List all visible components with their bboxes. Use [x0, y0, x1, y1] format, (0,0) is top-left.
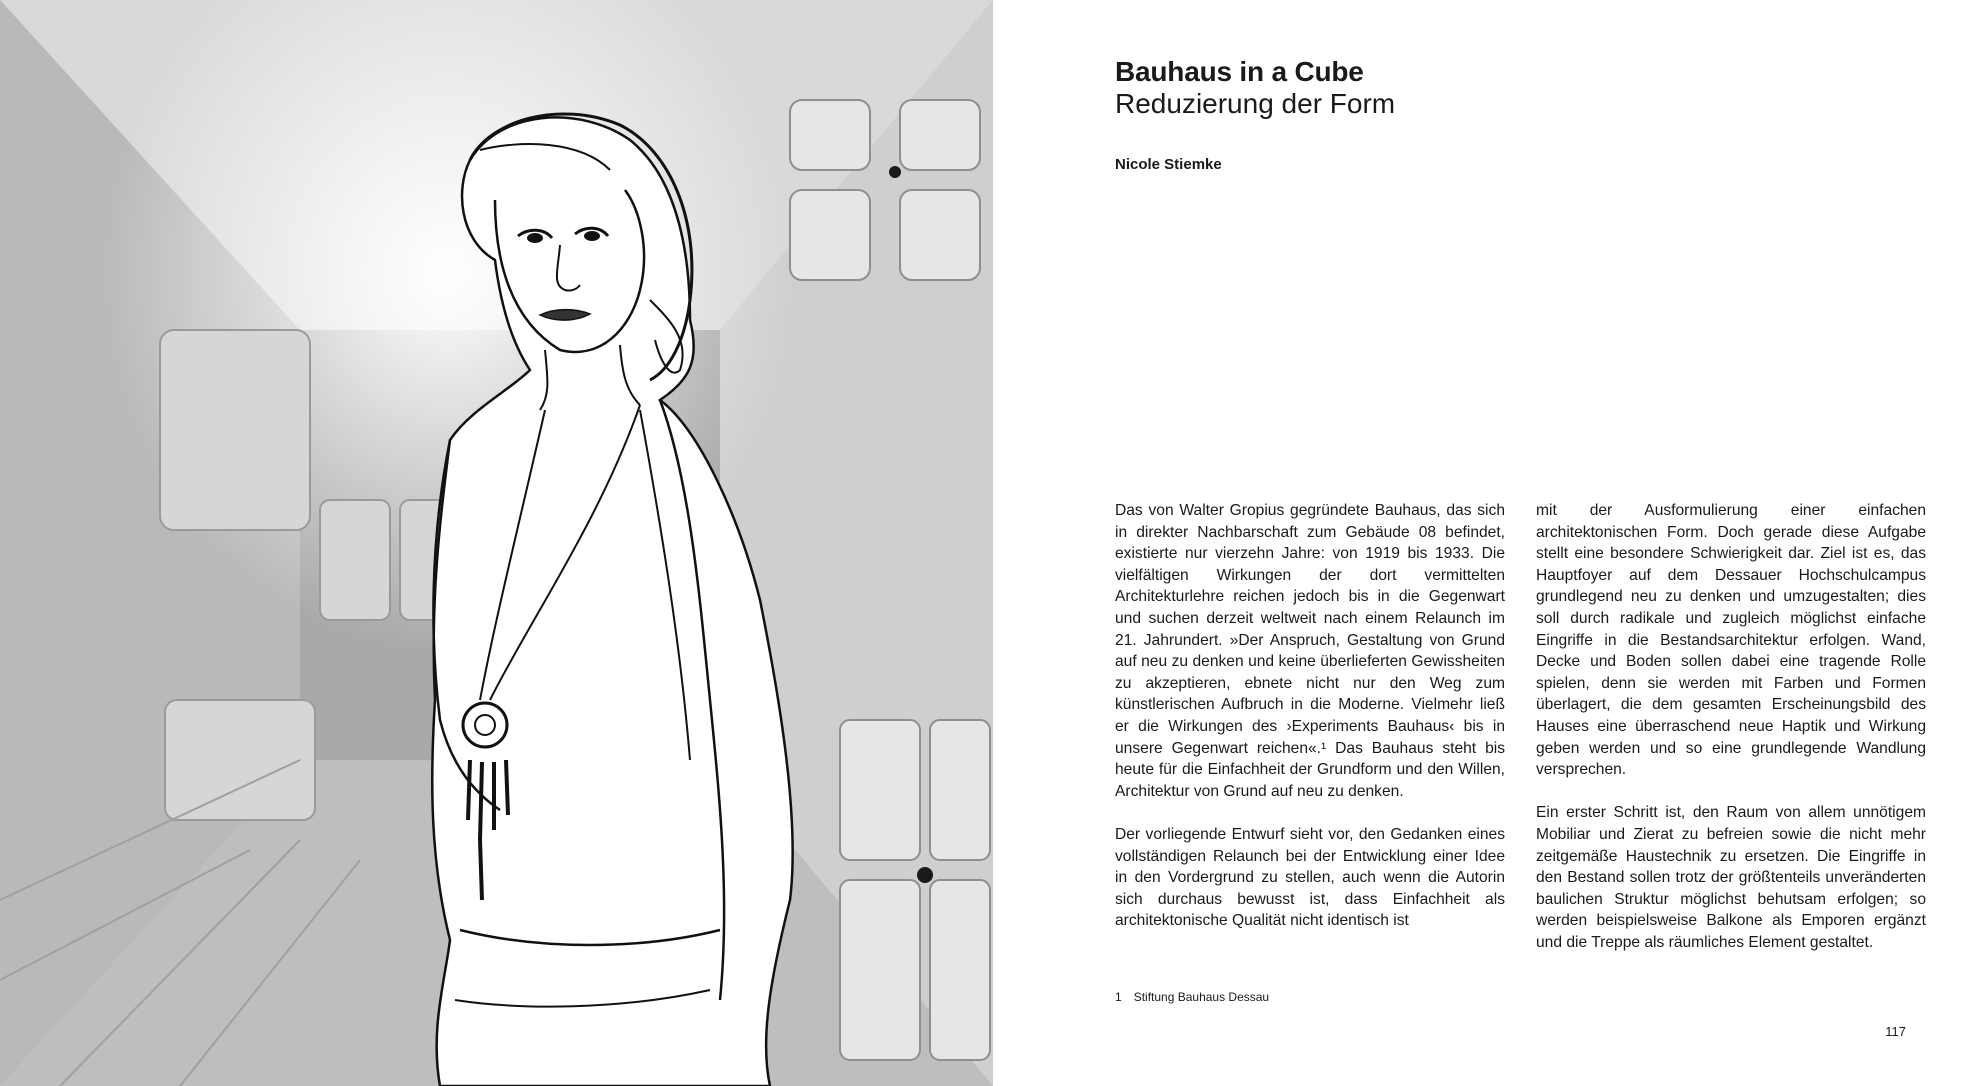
body-column-right	[1536, 500, 1926, 975]
body-paragraph: mit der Ausformulierung einer einfachen architektonischen Form. Doch gerade diese Aufgabe stellt eine besondere Schwierigkeit dar. Ziel ist es, das Hauptfoyer auf dem Dessauer Hochschulcampus grundlegend neu zu denken und umzugestalten; dies soll durch radikale und zugleich möglichst einfache Eingriffe in die Bestandsarchitektur erfolgen. Wand, Decke und Boden sollen dabei eine tragende Rolle spielen, denn sie werden mit Farben und Formen überlagert, die dem gesamten Erscheinungsbild des Hauses eine überraschend neue Haptik und Wirkung geben werden und so eine grundlegende Wandlung versprechen.	[1536, 502, 1926, 779]
footnote-number: 1	[1115, 990, 1122, 1004]
body-paragraph: Der vorliegende Entwurf sieht vor, den Gedanken eines vollständigen Relaunch bei der Entwicklung einer Idee in den Vordergrund zu stellen, auch wenn die Autorin sich durchaus bewusst ist, dass Einfachheit als architektonische Qualität nicht identisch ist	[1115, 825, 1505, 930]
footnote	[1115, 990, 1269, 1004]
page-number: 117	[1885, 1024, 1906, 1039]
article-subtitle: Reduzierung der Form	[1115, 88, 1396, 119]
body-column-left	[1115, 500, 1505, 953]
body-paragraph: Ein erster Schritt ist, den Raum von allem unnötigem Mobiliar und Zierat zu befreien sowie die nicht mehr zeitgemäße Haustechnik zu ersetzen. Die Eingriffe in den Bestand sollen trotz der größtenteils unveränderten baulichen Struktur möglichst behutsam erfolgen; so werden beispielsweise Balkone als Emporen ergänzt und die Treppe als räumliches Element gestaltet.	[1536, 804, 1926, 951]
article-title: Bauhaus in a Cube	[1115, 56, 1364, 87]
footnote-text: Stiftung Bauhaus Dessau	[1133, 990, 1270, 1004]
body-paragraph: Das von Walter Gropius gegründete Bauhaus, das sich in direkter Nachbarschaft zum Gebäude 08 befindet, existierte nur vierzehn Jahre: von 1919 bis 1933. Die vielfältigen Wirkungen der dort vermittelten Architekturlehre reichen jedoch bis in die Gegenwart und suchen derzeit weltweit nach einem Relaunch im 21. Jahrundert. »Der Anspruch, Gestaltung von Grund auf neu zu denken und keine überlieferten Gewissheiten zu akzeptieren, ebnete nicht nur den Weg zum künstlerischen Aufbruch in die Moderne. Vielmehr ließ er die Wirkungen des ›Experiments Bauhaus‹ bis in unsere Gegenwart reichen«.¹ Das Bauhaus steht bis heute für die Einfachheit der Grundform und den Willen, Architektur von Grund auf neu zu denken.	[1115, 502, 1505, 800]
text-page	[993, 0, 1984, 1086]
article-author: Nicole Stiemke	[1115, 156, 1222, 173]
